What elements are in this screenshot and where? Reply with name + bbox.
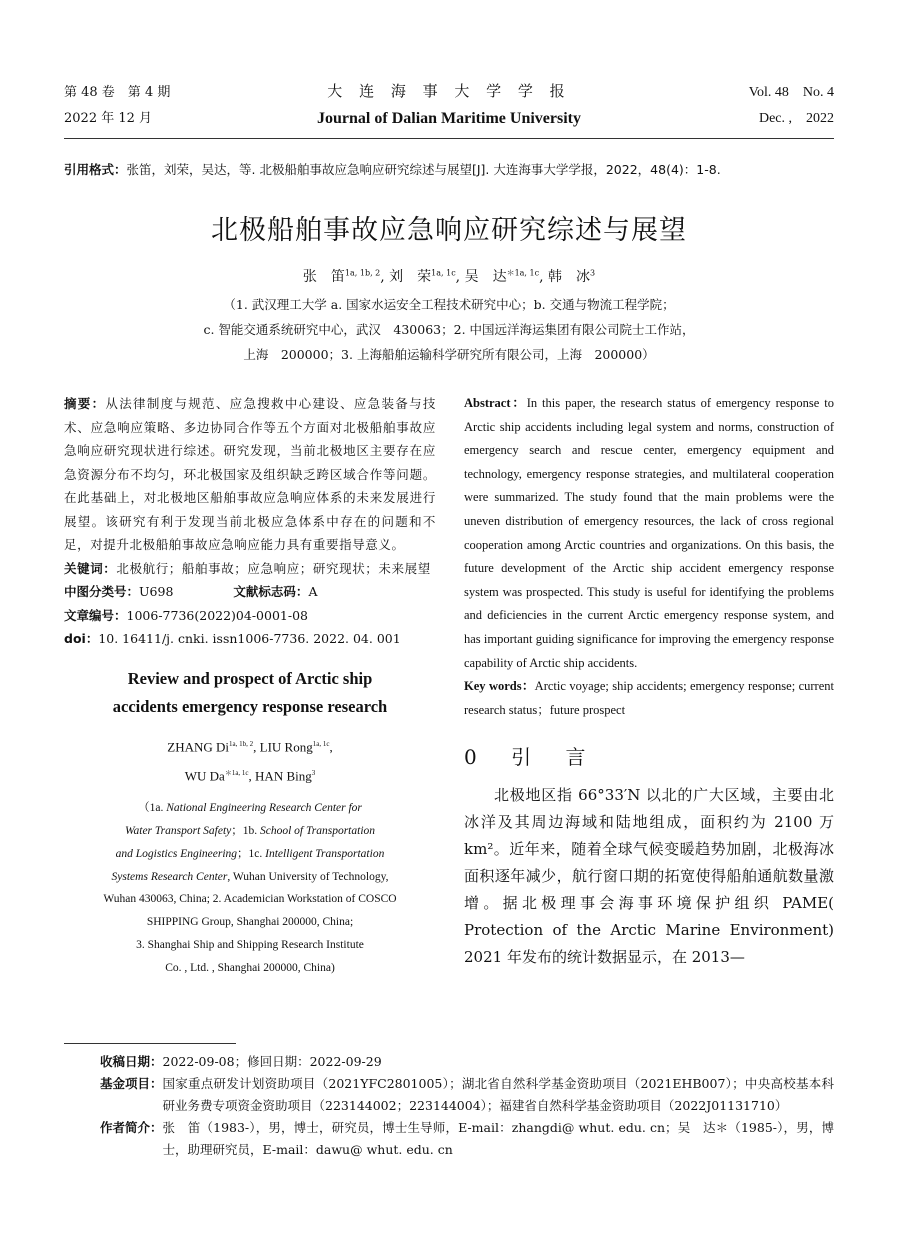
footnote-funding xyxy=(100,1073,834,1117)
affiliation-line: c. 智能交通系统研究中心，武汉 430063；2. 中国远洋海运集团有限公司院士工作站， xyxy=(203,322,695,337)
abstract-cn xyxy=(64,392,436,557)
author-sup: ＊1a, 1c xyxy=(506,268,540,278)
author-name: 张 笛 xyxy=(302,269,345,285)
doi-value: 10. 16411/j. cnki. issn1006-7736. 2022. 04. 001 xyxy=(98,631,401,646)
footnote-authors xyxy=(100,1117,834,1161)
footnote-text: 2022-09-08；修回日期：2022-09-29 xyxy=(162,1054,382,1069)
article-number-value: 1006-7736(2022)04-0001-08 xyxy=(126,607,308,623)
title-en-line: Review and prospect of Arctic ship xyxy=(127,668,373,688)
section-body: 北极地区指 66°33′N 以北的广大区域，主要由北冰洋及其周边海域和陆地组成，面积约为 2100 万 km²。近年来，随着全球气候变暖趋势加剧，北极海冰面积逐年减少，航行窗口期的拓宽使得船舶通航数量激增。据北极理事会海事环境保护组织 PAME( Protection of the Arctic Marine Environment) 2021 年发布的统计数据显示，在 2013— xyxy=(464,785,834,966)
author-name: 刘 荣 xyxy=(389,269,432,285)
authors-cn: 张 笛$^{1a, 1b, 2}$, 刘 荣$^{1a, 1c}$, 吴 达$^{*1a, 1c}$, 韩 冰$^3$ xyxy=(302,268,596,285)
section-heading: 0 引 言 xyxy=(464,745,600,770)
doc-code-label: 文献标志码： xyxy=(233,584,309,599)
header-volume-en xyxy=(749,80,834,132)
affiliation-line: （1. 武汉理工大学 a. 国家水运安全工程技术研究中心；b. 交通与物流工程学院； xyxy=(223,297,675,312)
citation-label: 引用格式： xyxy=(64,162,127,177)
abstract-en-text: In this paper, the research status of emergency response to Arctic ship accidents including legal system and norms, construction of emergency search and rescue center, emergency equipment and technology, emergency response strategies, and multilateral cooperation were summarized. The study found that the main problems were the uneven distribution of emergency resources, the lack of cross regional cooperation among Arctic countries and organizations. On this basis, the future development of the Arctic ship accident emergency response system was prospected. This study is useful for identifying the problems and deficiencies in the current Arctic emergency response system, and has important guiding significance for improving the emergency response capability of Arctic ship accidents. xyxy=(464,396,834,670)
citation xyxy=(64,160,834,178)
author-sup: 1a, 1b, 2 xyxy=(344,268,381,278)
header-volume: 第 48 卷 第 4 期 xyxy=(64,85,171,100)
author-name: 韩 冰 xyxy=(548,269,590,285)
citation-text: 张笛，刘荣，吴达，等. 北极船舶事故应急响应研究综述与展望[J]. 大连海事大学学报，2022，48(4)：1-8. xyxy=(126,162,721,177)
keywords-cn-text: 北极航行；船舶事故；应急响应；研究现状；未来展望 xyxy=(116,560,431,576)
author-en-name: WU Da xyxy=(184,768,225,784)
author-en-name: ZHANG Di xyxy=(167,738,230,754)
clc-value: U698 xyxy=(139,584,174,599)
authors-en: ZHANG $Di^{1a, 1b, 2}$, LIU Rong$^{1a, 1c}$, WU $Da^{*1a, 1c}$, HAN Bing$^3$ xyxy=(167,738,333,784)
header-vol-no: Vol. 48 No. 4 xyxy=(748,85,834,100)
left-column xyxy=(64,392,436,980)
paper-title-en xyxy=(64,665,436,721)
author-en-name: LIU Rong xyxy=(259,738,313,754)
author-sup: 1a, 1c xyxy=(431,268,456,278)
footnote-text: 国家重点研发计划资助项目（2021YFC2801005）；湖北省自然科学基金资助项目（2021EHB007）；中央高校基本科研业务费专项资金资助项目（223144002；223144004）；福建省自然科学基金资助项目（2022J01131710） xyxy=(162,1076,834,1113)
abstract-cn-text: 从法律制度与规范、应急搜救中心建设、应急装备与技术、应急响应策略、多边协同合作等五个方面对北极船舶事故应急响应研究现状进行综述。研究发现，当前北极地区主要存在应急资源分布不均匀，环北极国家及组织缺乏跨区域合作等问题。在此基础上，对北极地区船舶事故应急响应体系的未来发展进行展望。该研究有利于发现当前北极应急体系中存在的问题和不足，对提升北极船舶事故应急响应能力具有重要指导意义。 xyxy=(64,396,436,552)
footnotes xyxy=(100,1051,834,1161)
journal-name-cn: 大 连 海 事 大 学 学 报 xyxy=(327,82,571,100)
doi-label: doi： xyxy=(64,631,99,646)
abstract-en-label: Abstract： xyxy=(464,396,527,410)
paper-title-cn: 北极船舶事故应急响应研究综述与展望 xyxy=(211,215,687,246)
author-en-sup: 1a, 1b, 2 xyxy=(229,739,254,748)
keywords-cn xyxy=(64,557,436,581)
footnote-received xyxy=(100,1051,834,1073)
abstract-en xyxy=(464,392,834,675)
keywords-en-text: Arctic voyage; ship accidents; emergency response; current research status；future prospect xyxy=(464,679,834,717)
abstract-cn-label: 摘要： xyxy=(64,396,106,411)
author-en-sup: 3 xyxy=(311,768,316,777)
affiliations-en: （1a. National Engineering Research Center for Water Transport Safety；1b. School of Transportation and Logistics Engineering；1c. Intelligent Transportation Systems Research Center, Wuhan University of Technology, Wuhan 430063, China; 2. Academician Workstation of COSCO SHIPPING Group, Shanghai 200000, China; 3. Shanghai Ship and Shipping Research Institute Co. , Ltd. , Shanghai 200000, China) xyxy=(103,802,397,974)
clc-row xyxy=(64,580,436,604)
keywords-cn-label: 关键词： xyxy=(64,560,117,576)
doi-row xyxy=(64,627,436,651)
article-number-label: 文章编号： xyxy=(64,607,127,623)
keywords-en xyxy=(464,675,834,722)
header-date: 2022 年 12 月 xyxy=(64,111,153,126)
article-number-row xyxy=(64,604,436,628)
keywords-en-label: Key words： xyxy=(464,679,535,694)
footnote-label: 收稿日期： xyxy=(100,1054,163,1069)
clc-label: 中图分类号： xyxy=(64,584,140,599)
right-column xyxy=(464,392,834,971)
affiliation-line: 上海 200000；3. 上海船舶运输科学研究所有限公司，上海 200000） xyxy=(243,347,655,362)
journal-name-en: Journal of Dalian Maritime University xyxy=(317,110,581,127)
footnote-label: 基金项目： xyxy=(100,1076,163,1091)
author-en-sup: ＊1a, 1c xyxy=(224,768,249,777)
author-en-sup: 1a, 1c xyxy=(312,739,330,748)
author-name: 吴 达 xyxy=(464,269,507,285)
footnote-text: 张 笛（1983-），男，博士，研究员，博士生导师，E-mail：zhangdi@ whut. edu. cn；吴 达＊（1985-），男，博士，助理研究员，E-mail：dawu@ whut. edu. cn xyxy=(162,1120,834,1157)
affiliations-cn xyxy=(60,292,838,367)
title-en-line: accidents emergency response research xyxy=(112,696,388,716)
author-sup: 3 xyxy=(590,268,596,278)
footnote-rule xyxy=(64,1043,236,1044)
author-en-name: HAN Bing xyxy=(255,768,312,784)
header-rule xyxy=(64,138,834,139)
footnote-label: 作者简介： xyxy=(100,1120,163,1135)
doc-code-value: A xyxy=(308,584,318,599)
header-date-en: Dec. , 2022 xyxy=(758,111,834,126)
